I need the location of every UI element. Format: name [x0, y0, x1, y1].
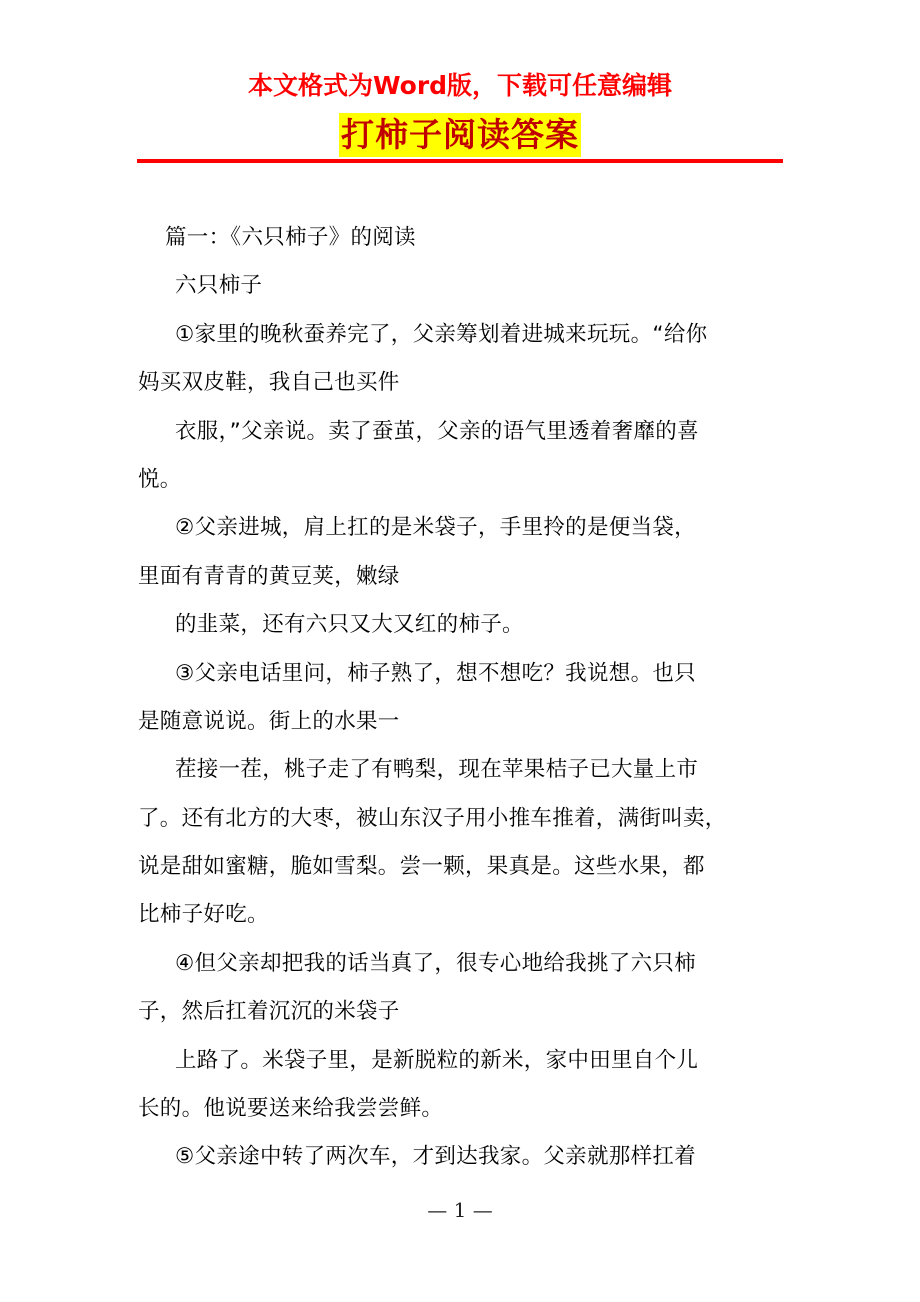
paragraph-line: 子，然后扛着沉沉的米袋子: [138, 999, 400, 1025]
paragraph-line: ④但父亲却把我的话当真了，很专心地给我挑了六只柿: [175, 950, 696, 976]
paragraph-line: ③父亲电话里问，柿子熟了，想不想吃？我说想。也只: [175, 660, 696, 686]
paragraph-line: 比柿子好吃。: [138, 902, 269, 928]
paragraph-line: 妈买双皮鞋，我自己也买件: [138, 370, 400, 396]
paragraph-line: 上路了。米袋子里，是新脱粒的新米，家中田里自个儿: [175, 1047, 699, 1073]
paragraph-line: ⑤父亲途中转了两次车，才到达我家。父亲就那样扛着: [175, 1144, 696, 1170]
paragraph-line: 衣服，”父亲说。卖了蚕茧，父亲的语气里透着奢靡的喜: [175, 418, 699, 444]
download-notice-banner: 本文格式为Word版，下载可任意编辑: [247, 71, 673, 100]
paragraph-line: 里面有青青的黄豆荚，嫩绿: [138, 563, 400, 589]
paragraph-line: ①家里的晚秋蚕养完了，父亲筹划着进城来玩玩。“给你: [175, 321, 708, 347]
paragraph-line: 悦。: [138, 466, 182, 492]
title-container: [0, 113, 920, 157]
paragraph-line: 了。还有北方的大枣，被山东汉子用小推车推着，满街叫卖，: [138, 805, 727, 831]
paragraph-line: 说是甜如蜜糖，脆如雪梨。尝一颗，果真是。这些水果，都: [138, 854, 705, 880]
paragraph-line: 的韭菜，还有六只又大又红的柿子。: [175, 612, 524, 638]
title-divider-rule: [137, 159, 783, 163]
article-title: 六只柿子: [175, 273, 263, 299]
paragraph-line: 是随意说说。街上的水果一: [138, 708, 400, 734]
paragraph-line: 长的。他说要送来给我尝尝鲜。: [138, 1096, 444, 1122]
page-number: — 1 —: [427, 1198, 493, 1222]
document-title: 打柿子阅读答案: [339, 113, 581, 157]
paragraph-line: 茬接一茬，桃子走了有鸭梨，现在苹果桔子已大量上市: [175, 757, 699, 783]
section-heading: 篇一：《六只柿子》的阅读: [165, 225, 416, 250]
document-body: [138, 214, 783, 1182]
paragraph-line: ②父亲进城，肩上扛的是米袋子，手里拎的是便当袋，: [175, 515, 696, 541]
